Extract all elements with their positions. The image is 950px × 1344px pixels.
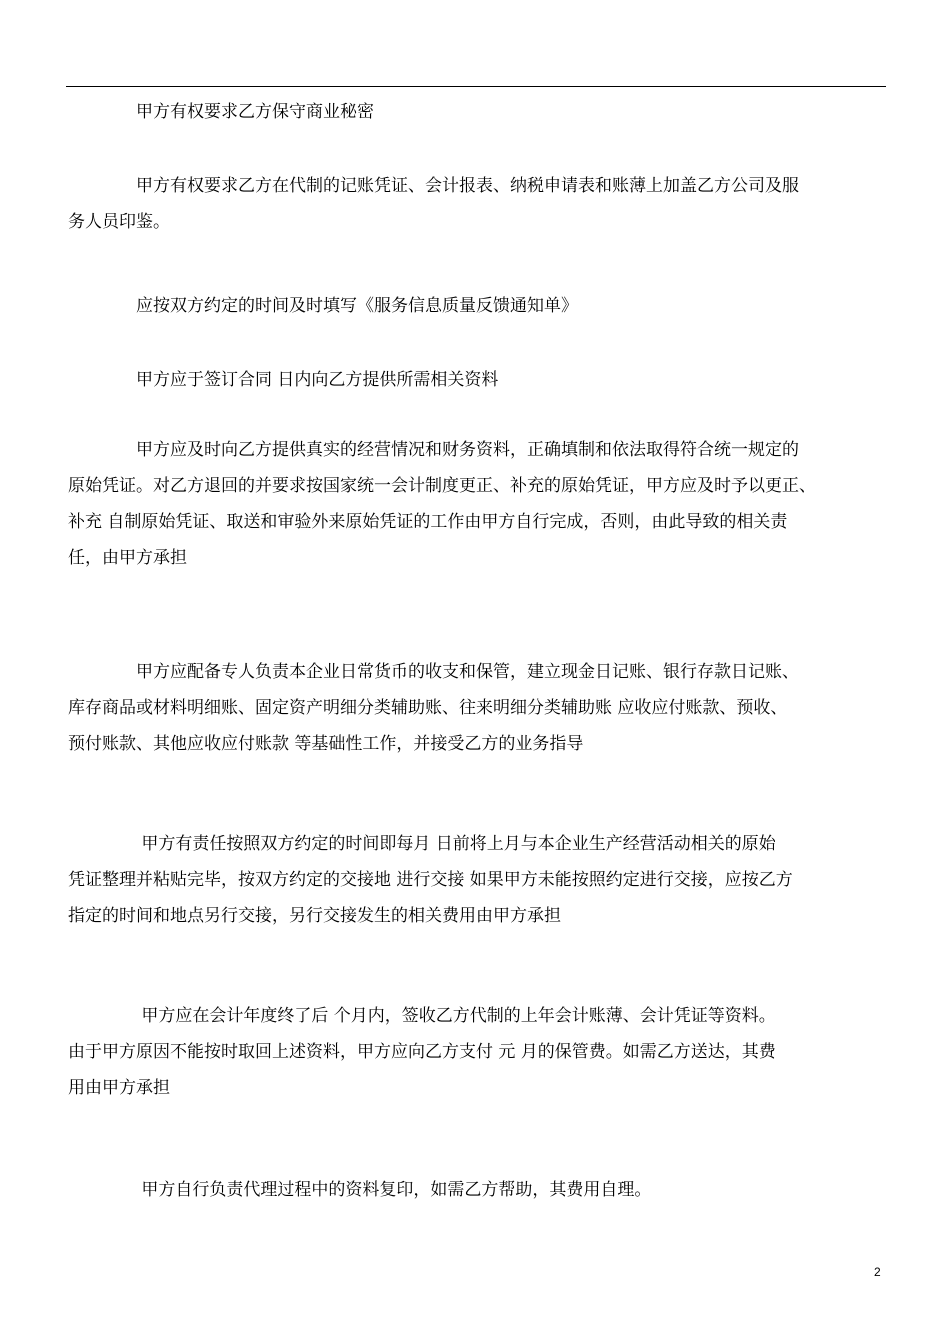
paragraph-cash-management [68,654,884,762]
paragraph-trade-secret [68,94,884,130]
paragraph-line: 务人员印鉴。 [68,212,170,232]
paragraph-feedback-form [68,288,884,324]
paragraph-line: 甲方应在会计年度终了后 个月内，签收乙方代制的上年会计账薄、会计凭证等资料。 [68,1006,776,1026]
paragraph-line: 任，由甲方承担 [68,548,187,568]
paragraph-line: 补充 自制原始凭证、取送和审验外来原始凭证的工作由甲方自行完成，否则，由此导致的相关责 [68,512,788,532]
paragraph-line: 甲方应配备专人负责本企业日常货币的收支和保管，建立现金日记账、银行存款日记账、 [68,662,799,682]
paragraph-provide-materials [68,362,884,398]
paragraph-line: 凭证整理并粘贴完毕，按双方约定的交接地 进行交接 如果甲方未能按照约定进行交接，应按乙方 [68,870,793,890]
paragraph-photocopy [68,1172,884,1208]
page-number: 2 [874,1265,881,1279]
paragraph-line: 甲方应及时向乙方提供真实的经营情况和财务资料，正确填制和依法取得符合统一规定的 [68,440,799,460]
paragraph-line: 库存商品或材料明细账、固定资产明细分类辅助账、往来明细分类辅助账 应收应付账款、预收、 [68,698,788,718]
paragraph-seal-requirement [68,168,884,240]
paragraph-year-end-records [68,998,884,1106]
paragraph-line: 预付账款、其他应收应付账款 等基础性工作，并接受乙方的业务指导 [68,734,584,754]
paragraph-line: 指定的时间和地点另行交接，另行交接发生的相关费用由甲方承担 [68,906,561,926]
paragraph-line: 应按双方约定的时间及时填写《服务信息质量反馈通知单》 [68,296,578,316]
paragraph-true-records [68,432,884,576]
paragraph-line: 甲方有责任按照双方约定的时间即每月 日前将上月与本企业生产经营活动相关的原始 [68,834,776,854]
paragraph-line: 甲方应于签订合同 日内向乙方提供所需相关资料 [68,370,499,390]
header-rule [66,86,886,87]
paragraph-line: 用由甲方承担 [68,1078,170,1098]
paragraph-line: 甲方有权要求乙方在代制的记账凭证、会计报表、纳税申请表和账薄上加盖乙方公司及服 [68,176,799,196]
paragraph-line: 由于甲方原因不能按时取回上述资料，甲方应向乙方支付 元 月的保管费。如需乙方送达，其费 [68,1042,776,1062]
paragraph-line: 甲方自行负责代理过程中的资料复印，如需乙方帮助，其费用自理。 [68,1180,652,1200]
paragraph-line: 原始凭证。对乙方退回的并要求按国家统一会计制度更正、补充的原始凭证，甲方应及时予以更正、 [68,476,816,496]
paragraph-line: 甲方有权要求乙方保守商业秘密 [68,102,374,122]
paragraph-handover [68,826,884,934]
